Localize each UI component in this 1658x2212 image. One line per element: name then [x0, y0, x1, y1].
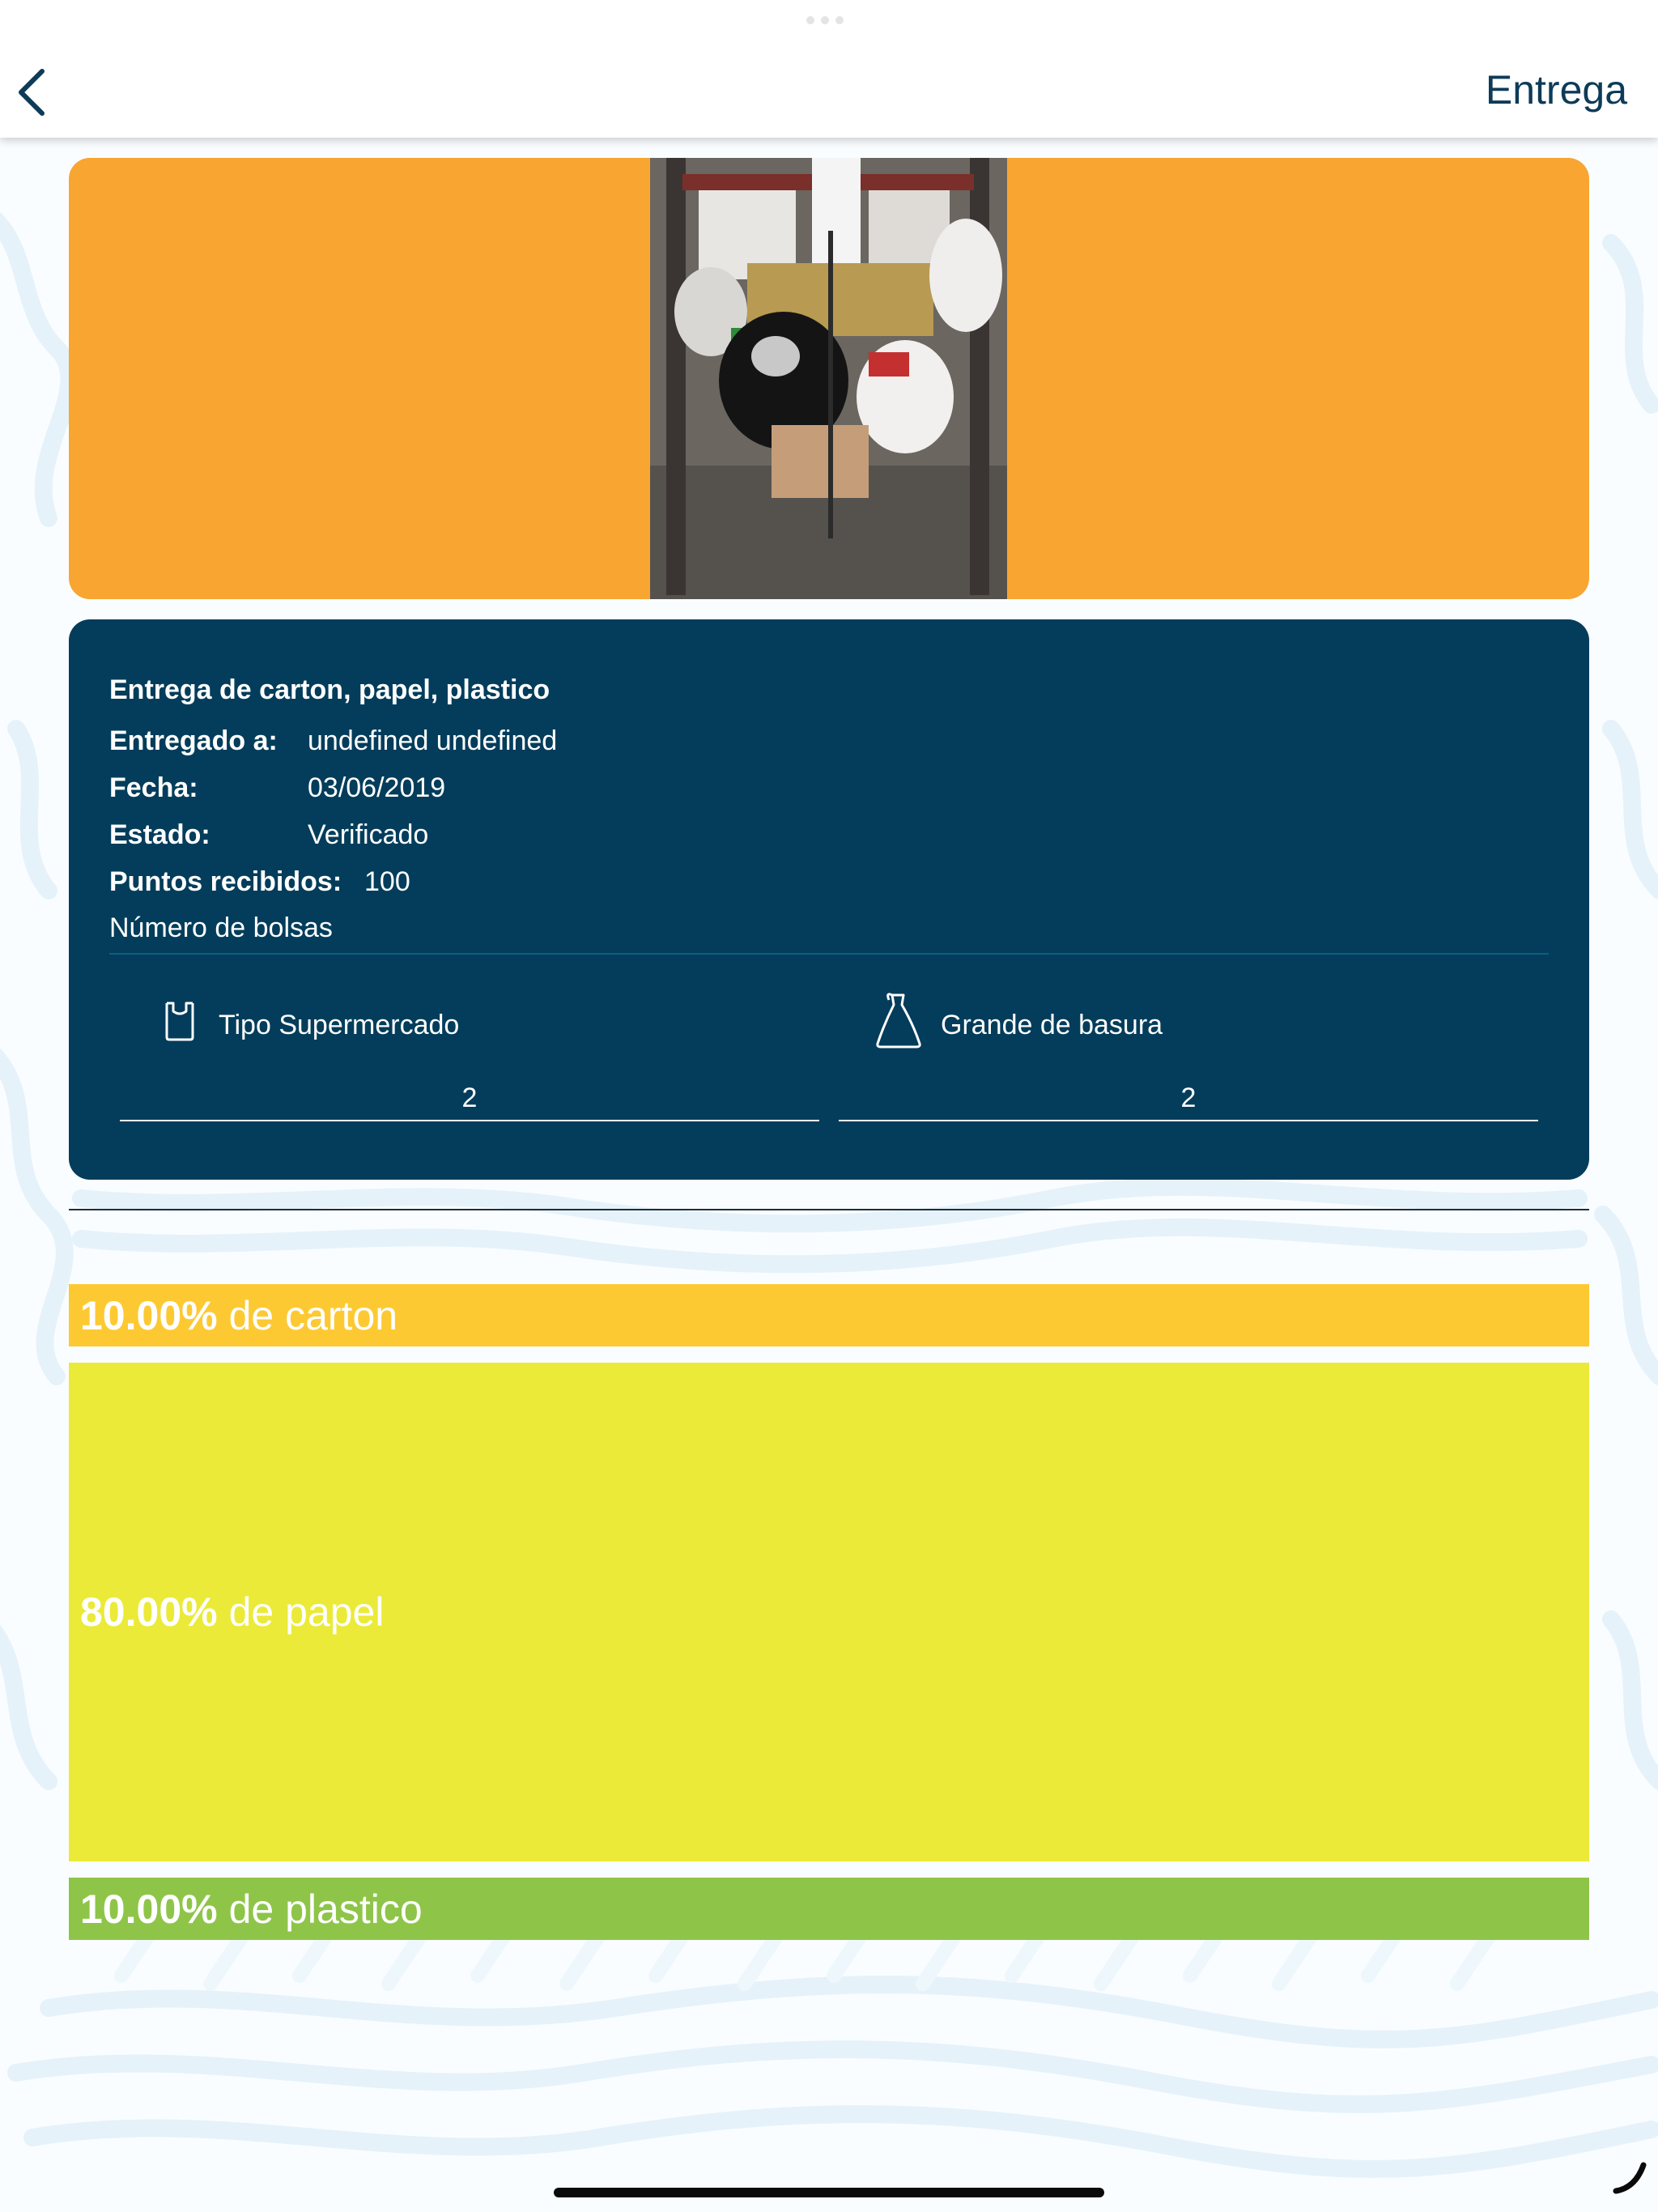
material-label: de papel: [228, 1589, 385, 1635]
delivery-info-card: [69, 619, 1589, 1180]
chevron-left-icon: [11, 65, 57, 121]
info-row-estado: [109, 819, 428, 851]
input-underline: [839, 1120, 1538, 1121]
info-label: Estado:: [109, 819, 210, 850]
navigation-header: [0, 0, 1658, 138]
bag-count-input[interactable]: 2: [1180, 1083, 1197, 1113]
info-value: Verificado: [308, 819, 429, 850]
shopping-bag-icon: [164, 1000, 196, 1042]
input-underline: [120, 1120, 819, 1121]
home-indicator[interactable]: [554, 2188, 1104, 2197]
bags-divider: [109, 953, 1549, 955]
material-label: de plastico: [228, 1886, 423, 1932]
material-percent: 80.00%: [80, 1589, 218, 1635]
material-percent: 10.00%: [80, 1886, 218, 1932]
info-value: 100: [364, 866, 410, 897]
info-label: Fecha:: [109, 772, 198, 803]
material-label: de carton: [228, 1292, 398, 1338]
bag-supermarket: [120, 992, 819, 1113]
info-value: 03/06/2019: [308, 772, 446, 803]
bag-count-input[interactable]: 2: [461, 1083, 478, 1113]
info-row-puntos: [109, 866, 410, 898]
material-bar-carton: [69, 1284, 1589, 1346]
info-value: undefined undefined: [308, 725, 558, 756]
delivery-photo-card: [69, 158, 1589, 599]
bag-name: Grande de basura: [941, 1010, 1163, 1040]
garbage-bag-icon: [874, 992, 923, 1050]
recycling-cart-image: [650, 158, 1007, 599]
bags-section-label: Número de bolsas: [109, 912, 333, 943]
material-percent: 10.00%: [80, 1292, 218, 1338]
info-label: Puntos recibidos:: [109, 866, 342, 897]
back-button[interactable]: [11, 65, 57, 121]
bag-garbage: [839, 992, 1538, 1113]
sheet-grabber[interactable]: [806, 16, 852, 28]
info-row-fecha: [109, 772, 445, 804]
info-label: Entregado a:: [109, 725, 278, 756]
delivery-photo[interactable]: [650, 158, 1007, 599]
corner-handle-icon: [1611, 2159, 1650, 2197]
info-row-entregado: [109, 725, 557, 757]
page-title: Entrega: [1485, 67, 1627, 113]
material-bar-plastico: [69, 1878, 1589, 1940]
bag-name: Tipo Supermercado: [219, 1010, 460, 1040]
delivery-title: Entrega de carton, papel, plastico: [109, 674, 551, 705]
section-divider: [69, 1209, 1589, 1210]
material-bar-papel: [69, 1363, 1589, 1861]
